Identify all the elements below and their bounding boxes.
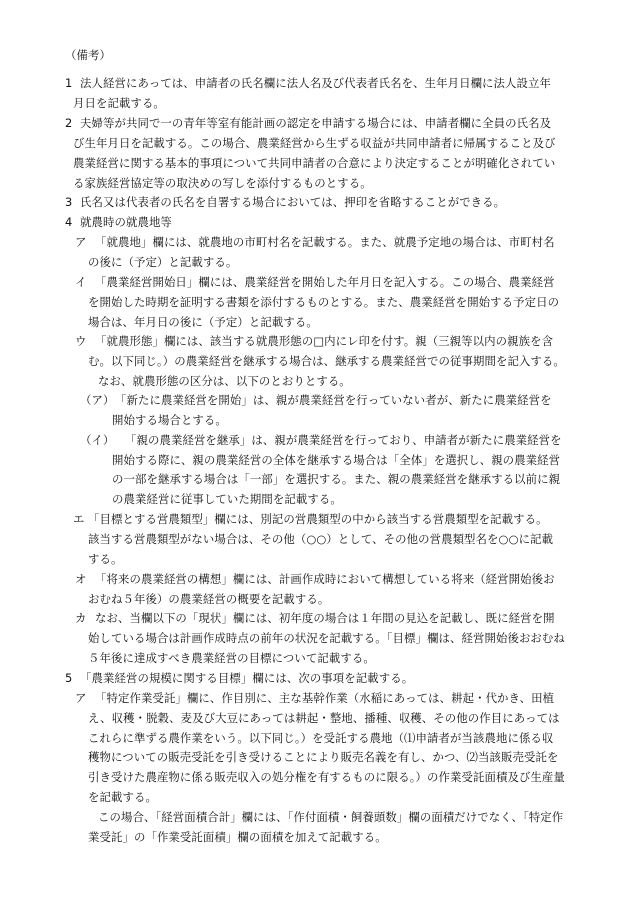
note-line: 該当する営農類型がない場合は、その他（○○）として、その他の営農類型名を○○に記載	[88, 532, 554, 546]
item-marker: 1	[65, 76, 73, 90]
item-marker: 2	[65, 116, 73, 130]
note-line: これらに準ずる農作業をいう。以下同じ。）を受託する農地（⑴申請者が当該農地に係る収	[88, 730, 554, 745]
note-line: 「新たに農業経営を開始」は、親が農業経営を行っていない者が、新たに農業経営を	[115, 393, 552, 407]
note-line: ５年後に達成すべき農業経営の目標について記載する。	[88, 651, 375, 665]
note-line: 「農業経営の規模に関する目標」欄には、次の事項を記載する。	[80, 671, 414, 685]
item-marker: 4	[65, 215, 73, 229]
note-line: なお、就農形態の区分は、以下のとおりとする。	[98, 374, 351, 388]
note-line: 業受託」の「作業受託面積」欄の面積を加えて記載する。	[88, 830, 387, 844]
item-marker: エ	[73, 512, 85, 526]
note-line: を開始した時期を証明する書類を添付するものとする。また、農業経営を開始する予定日の	[88, 295, 560, 309]
note-line: この場合、「経営面積合計」欄には、「作付面積・飼養頭数」欄の面積だけでなく、「特定作	[98, 810, 564, 824]
note-line: 「農業経営開始日」欄には、農業経営を開始した年月日を記入する。この場合、農業経営	[95, 275, 555, 289]
note-line: び生年月日を記載する。この場合、農業経営から生ずる収益が共同申請者に帰属すること及び	[73, 136, 556, 150]
note-line: 始している場合は計画作成時点の前年の状況を記載する。「目標」欄は、経営開始後おおむね	[88, 631, 565, 645]
item-marker: 5	[65, 671, 73, 685]
note-line: 「親の農業経営を継承」は、親が農業経営を行っており、申請者が新たに農業経営を	[125, 433, 562, 447]
item-marker: 3	[65, 195, 73, 209]
note-line: なお、当欄以下の「現状」欄には、初年度の場合は１年間の見込を記載し、既に経営を開	[95, 611, 555, 625]
note-line: 場合は、年月日の後に（予定）と記載する。	[88, 315, 318, 329]
note-line: 法人経営にあっては、申請者の氏名欄に法人名及び代表者氏名を、生年月日欄に法人設立年	[80, 76, 552, 90]
note-line: 氏名又は代表者の氏名を自署する場合においては、押印を省略することができる。	[80, 195, 506, 209]
item-marker: イ	[75, 275, 87, 289]
item-marker: ア	[75, 235, 87, 249]
note-line: 引き受けた農産物に係る販売収入の処分権を有するものに限る。）の作業受託面積及び生産量	[88, 770, 565, 785]
item-marker: オ	[75, 572, 87, 586]
item-marker: （イ）	[80, 433, 115, 447]
item-marker: ウ	[75, 334, 87, 348]
notes-heading: （備考）	[65, 48, 111, 62]
note-line: 「就農形態」欄には、該当する就農形態の□内にレ印を付す。親（三親等以内の親族を含	[95, 334, 554, 348]
note-line: を記載する。	[88, 790, 157, 804]
note-line: 月日を記載する。	[73, 96, 165, 110]
note-line: 穫物についての販売受託を引き受けることにより販売名義を有し、かつ、⑵当該販売受託を	[88, 750, 559, 765]
note-line: え、収穫・脱穀、麦及び大豆にあっては耕起・整地、播種、収穫、その他の作目にあっては	[88, 710, 560, 725]
note-line: 就農時の就農地等	[80, 215, 172, 229]
note-line: する。	[88, 552, 123, 566]
item-marker: （ア）	[80, 393, 115, 407]
note-line: 開始する際に、親の農業経営の全体を継承する場合は「全体」を選択し、親の農業経営	[112, 452, 561, 467]
note-line: 「就農地」欄には、就農地の市町村名を記載する。また、就農予定地の場合は、市町村名	[95, 235, 555, 249]
item-marker: カ	[75, 611, 87, 625]
note-line: む。以下同じ。）の農業経営を継承する場合は、継承する農業経営での従事期間を記入する。	[88, 354, 565, 368]
note-line: の一部を継承する場合は「一部」を選択する。また、親の農業経営を継承する以前に親	[112, 472, 561, 487]
note-line: 農業経営に関する基本的事項について共同申請者の合意により決定することが明確化されてい	[73, 156, 556, 170]
note-line: 夫婦等が共同で一の青年等室有能計画の認定を申請する場合には、申請者欄に全員の氏名及	[80, 116, 552, 130]
note-line: おむね５年後）の農業経営の概要を記載する。	[88, 592, 330, 606]
note-line: 「特定作業受託」欄に、作目別に、主な基幹作業（水稲にあっては、耕起・代かき、田植	[95, 691, 555, 705]
note-line: の農業経営に従事していた期間を記載する。	[112, 492, 342, 507]
note-line: 開始する場合とする。	[112, 413, 227, 427]
note-line: の後に（予定）と記載する。	[88, 255, 238, 269]
note-line: 「将来の農業経営の構想」欄には、計画作成時において構想している将来（経営開始後お	[95, 572, 555, 586]
note-line: 「目標とする営農類型」欄には、別記の営農類型の中から該当する営農類型を記載する。	[88, 512, 548, 526]
note-line: る家族経営協定等の取決めの写しを添付するものとする。	[73, 176, 372, 190]
item-marker: ア	[75, 691, 87, 705]
